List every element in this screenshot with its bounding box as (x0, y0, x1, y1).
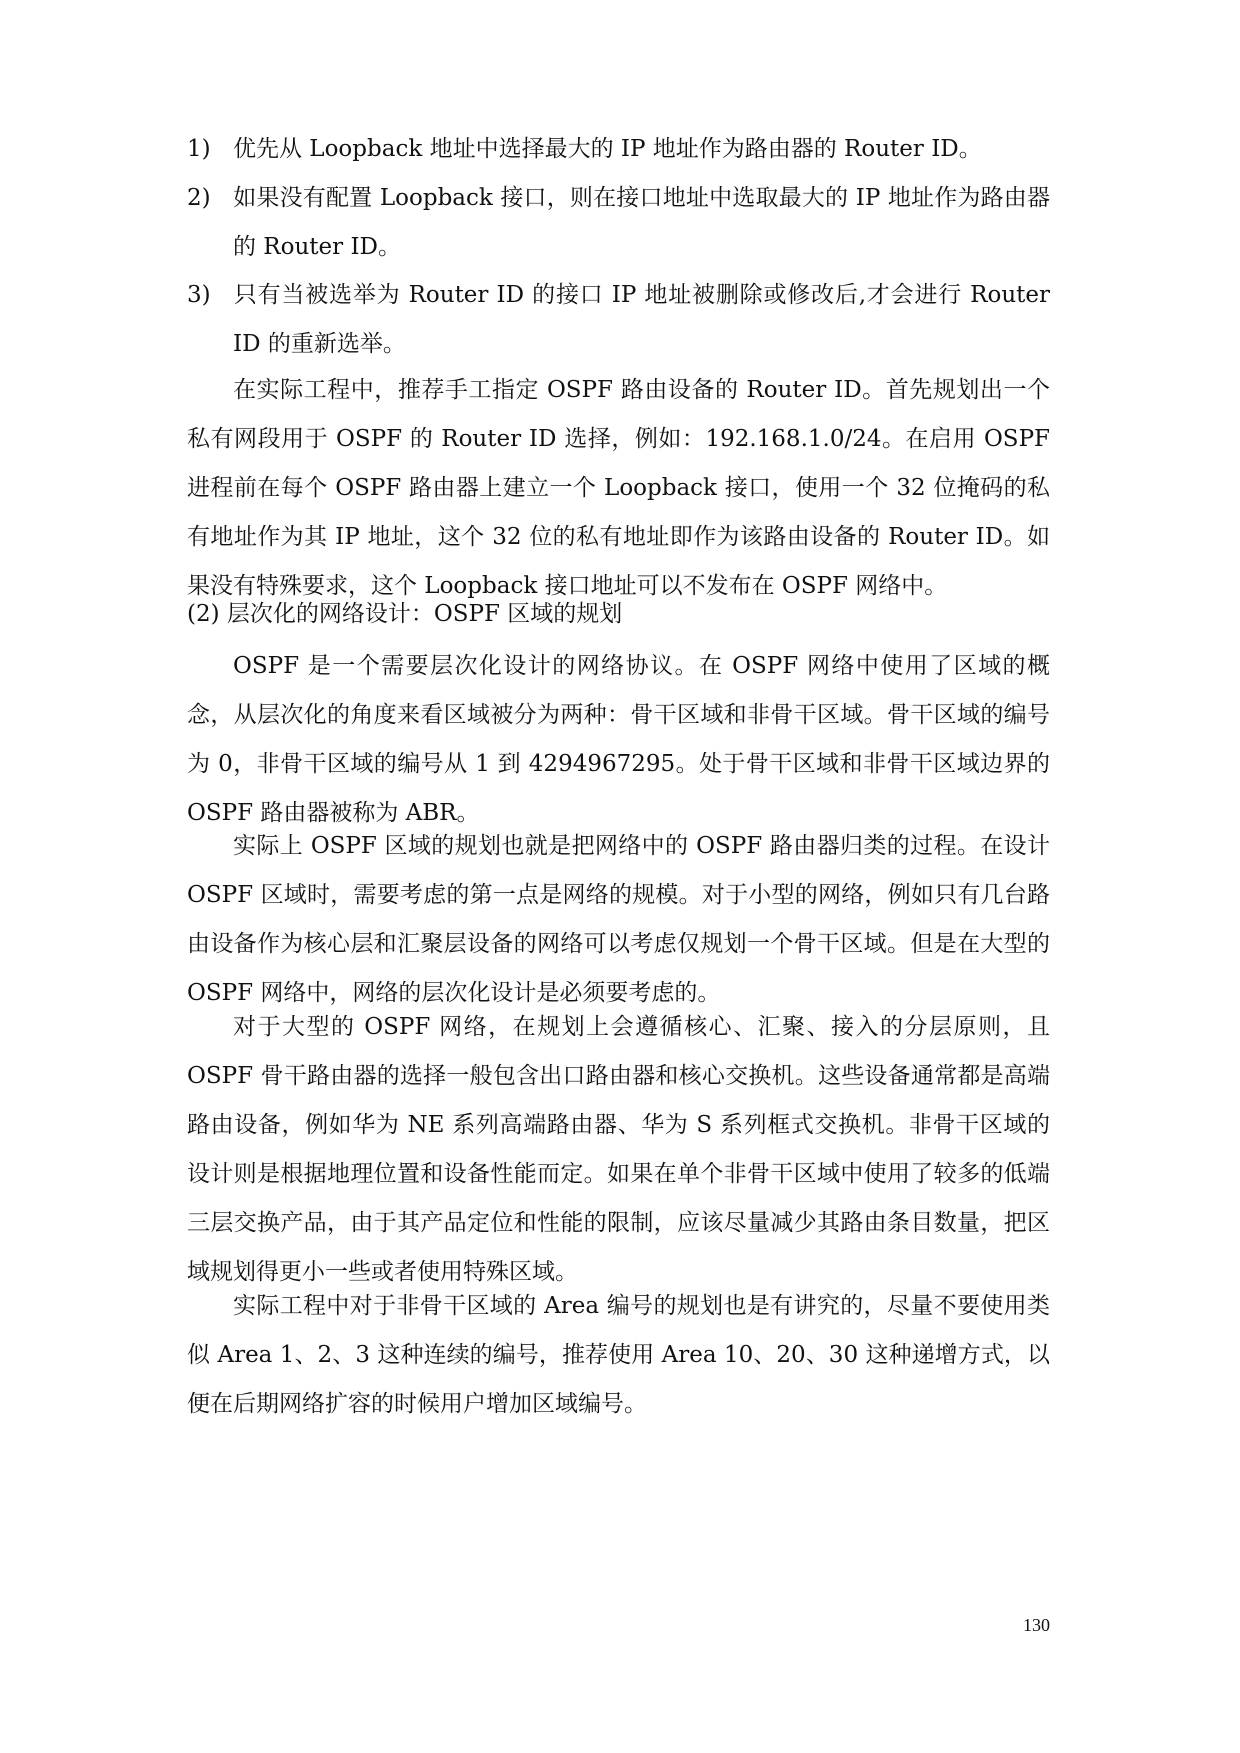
paragraph-router-id: 在实际工程中，推荐手工指定 OSPF 路由设备的 Router ID。首先规划出一个私有网段用于 OSPF 的 Router ID 选择，例如：192.168.1.0/24。在启用 OSPF 进程前在每个 OSPF 路由器上建立一个 Loopback 接口，使用一个 32 位掩码的私有地址作为其 IP 地址，这个 32 位的私有地址即作为该路由设备的 Router ID。如果没有特殊要求，这个 Loopback 接口地址可以不发布在 OSPF 网络中。 (187, 377, 1050, 599)
list-text: 如果没有配置 Loopback 接口，则在接口地址中选取最大的 IP 地址作为路由器的 Router ID。 (233, 185, 1050, 260)
list-number: 1) (187, 136, 211, 162)
list-text: 只有当被选举为 Router ID 的接口 IP 地址被删除或修改后,才会进行 Router ID 的重新选举。 (233, 282, 1050, 357)
list-item-1 (187, 125, 1050, 174)
paragraph-large-network: 对于大型的 OSPF 网络，在规划上会遵循核心、汇聚、接入的分层原则，且 OSPF 骨干路由器的选择一般包含出口路由器和核心交换机。这些设备通常都是高端路由设备，例如华为 NE 系列高端路由器、华为 S 系列框式交换机。非骨干区域的设计则是根据地理位置和设备性能而定。如果在单个非骨干区域中使用了较多的低端三层交换产品，由于其产品定位和性能的限制，应该尽量减少其路由条目数量，把区域规划得更小一些或者使用特殊区域。 (187, 1014, 1050, 1285)
paragraph-ospf-areas: OSPF 是一个需要层次化设计的网络协议。在 OSPF 网络中使用了区域的概念，从层次化的角度来看区域被分为两种：骨干区域和非骨干区域。骨干区域的编号为 0，非骨干区域的编号从 1 到 4294967295。处于骨干区域和非骨干区域边界的 OSPF 路由器被称为 ABR。 (187, 653, 1050, 826)
list-number: 3) (187, 282, 211, 308)
section-heading: (2) 层次化的网络设计：OSPF 区域的规划 (187, 601, 623, 627)
list-number: 2) (187, 185, 211, 211)
paragraph-area-numbering: 实际工程中对于非骨干区域的 Area 编号的规划也是有讲究的，尽量不要使用类似 Area 1、2、3 这种连续的编号，推荐使用 Area 10、20、30 这种递增方式，以便在后期网络扩容的时候用户增加区域编号。 (187, 1293, 1050, 1417)
list-item-3 (187, 271, 1050, 369)
list-text: 优先从 Loopback 地址中选择最大的 IP 地址作为路由器的 Router ID。 (233, 136, 982, 162)
paragraph-area-planning: 实际上 OSPF 区域的规划也就是把网络中的 OSPF 路由器归类的过程。在设计 OSPF 区域时，需要考虑的第一点是网络的规模。对于小型的网络，例如只有几台路由设备作为核心层和汇聚层设备的网络可以考虑仅规划一个骨干区域。但是在大型的 OSPF 网络中，网络的层次化设计是必须要考虑的。 (187, 833, 1050, 1006)
page-number: 130 (1023, 1615, 1050, 1635)
list-item-2 (187, 174, 1050, 272)
